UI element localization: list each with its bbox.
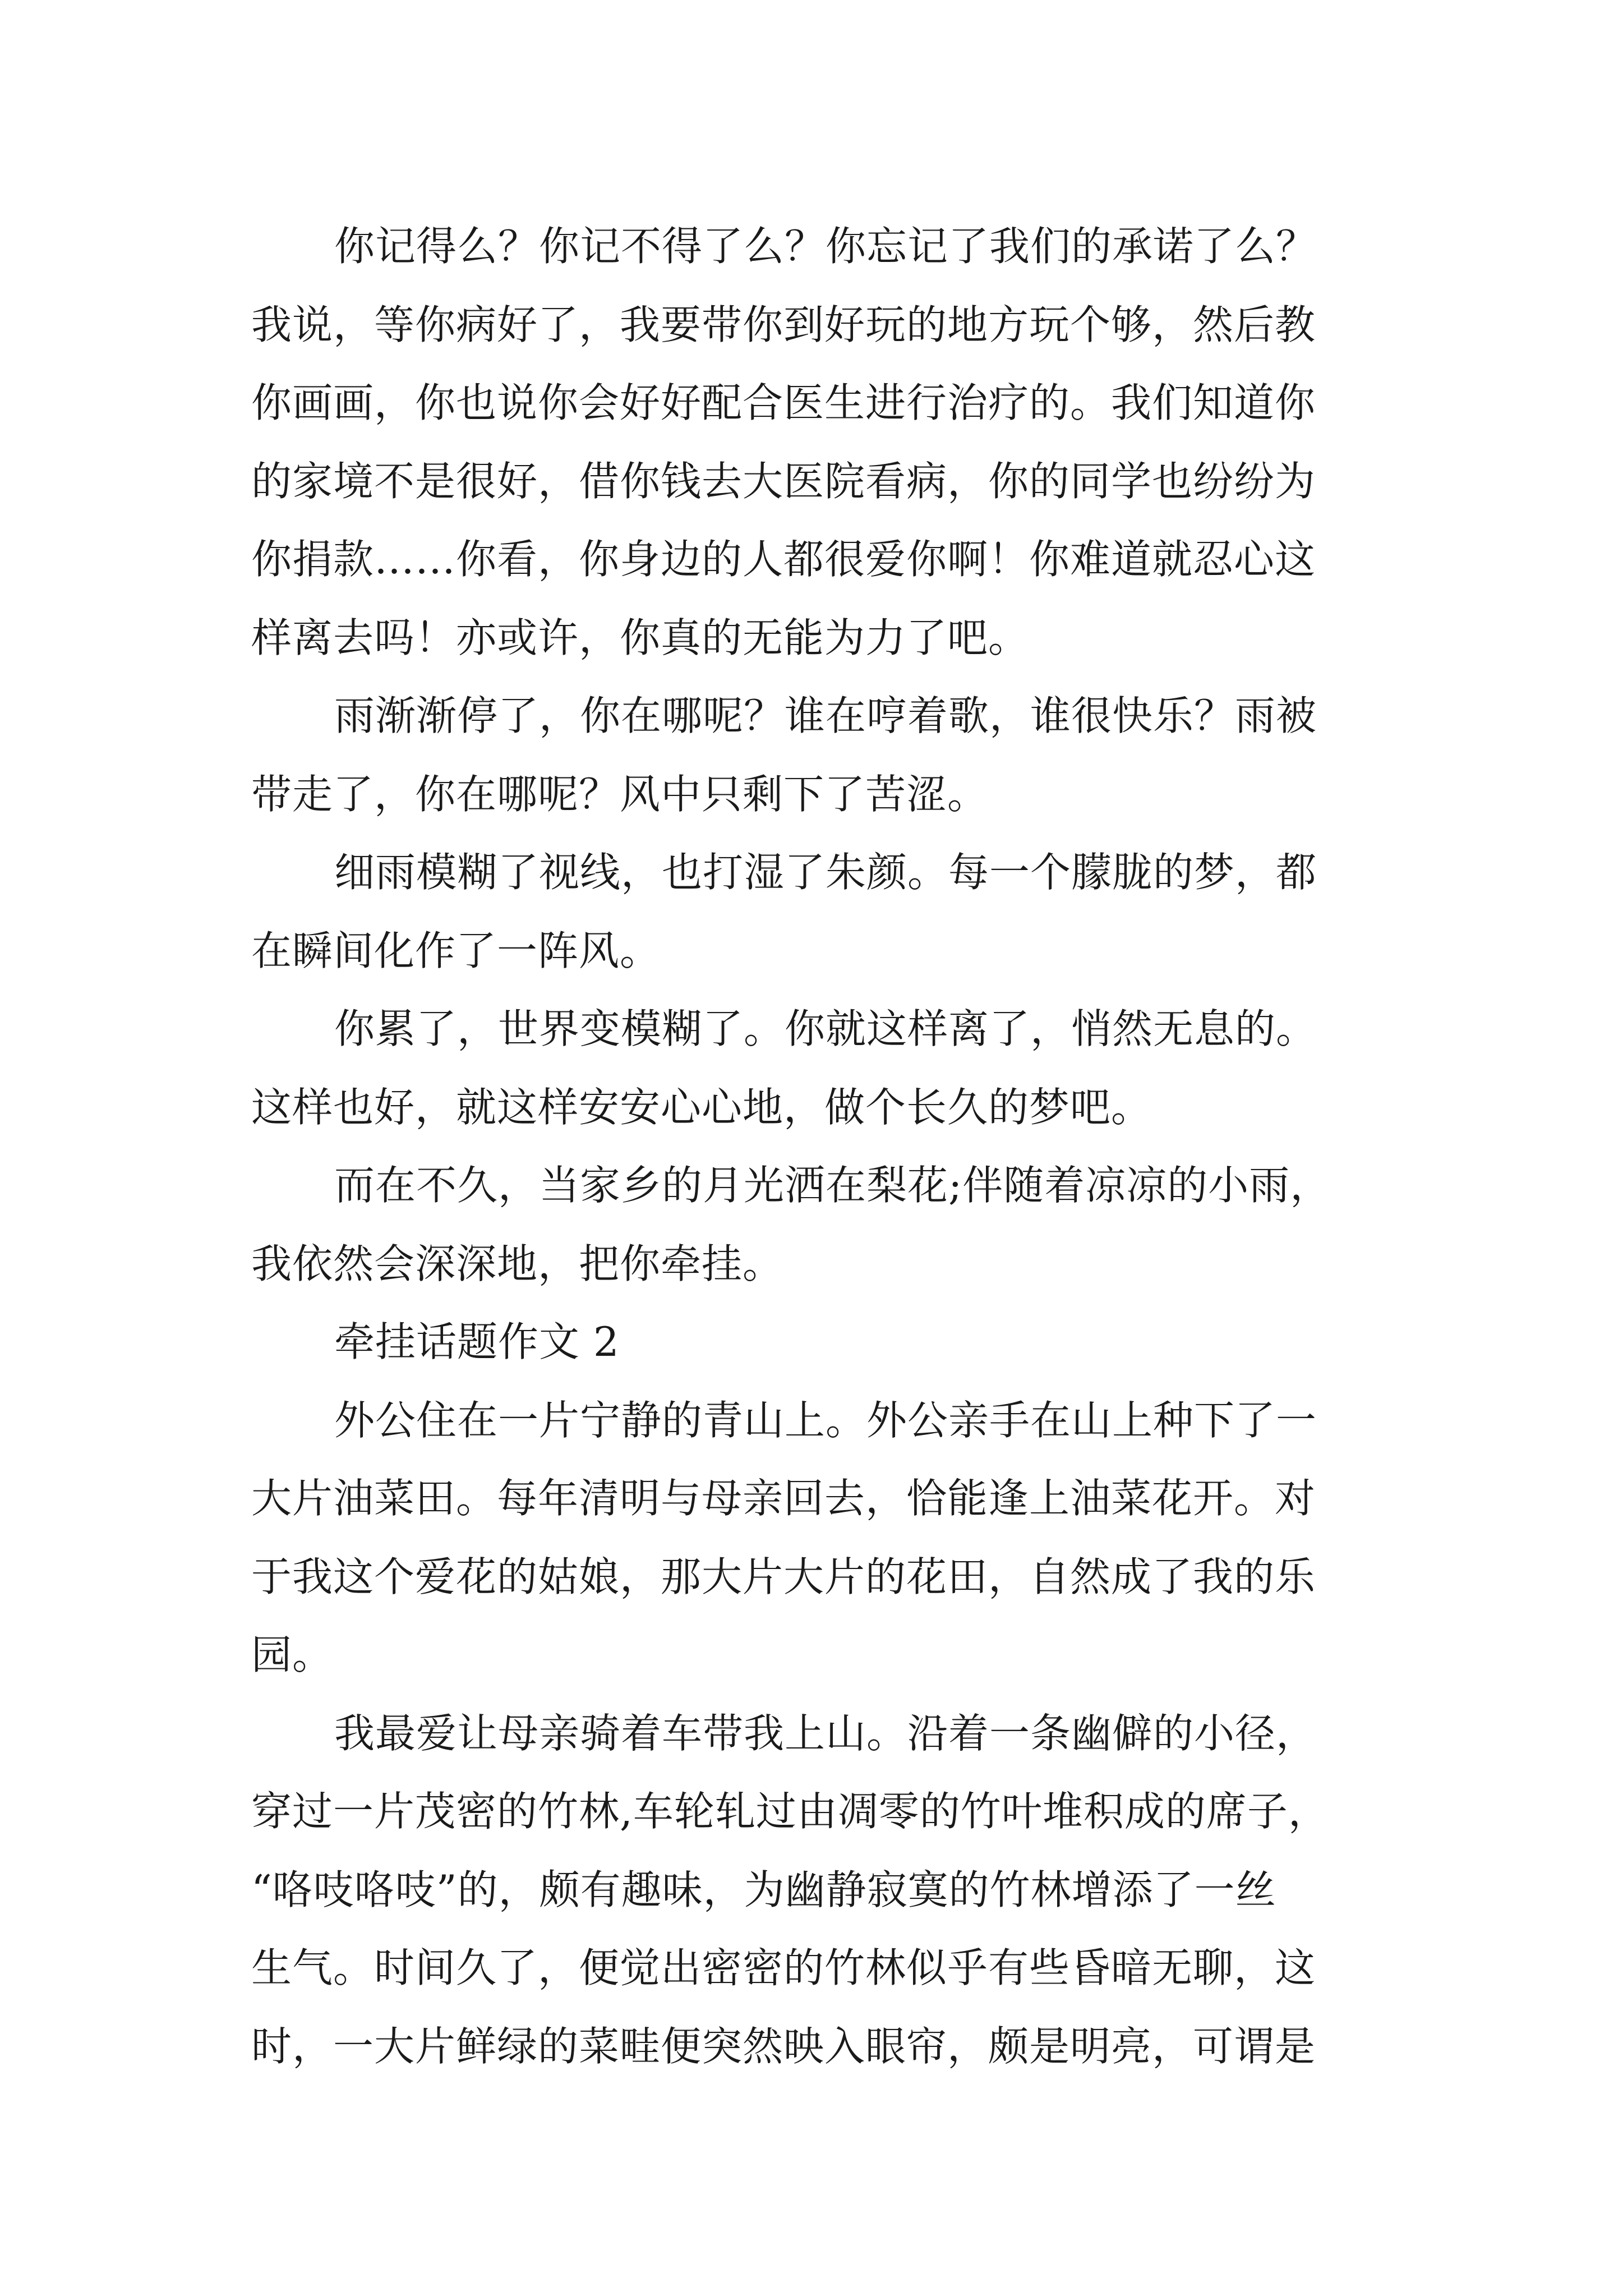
essay-body bbox=[251, 208, 1395, 2086]
paragraph-line: 带走了，你在哪呢？风中只剩下了苦涩。 bbox=[251, 770, 989, 818]
paragraph-line: 你捐款……你看，你身边的人都很爱你啊！你难道就忍心这 bbox=[251, 536, 1316, 583]
paragraph-line: 你画画，你也说你会好好配合医生进行治疗的。我们知道你 bbox=[251, 379, 1316, 426]
paragraph-line: 而在不久，当家乡的月光洒在梨花;伴随着凉凉的小雨， bbox=[334, 1162, 1331, 1209]
paragraph-line: 我依然会深深地，把你牵挂。 bbox=[251, 1240, 784, 1287]
paragraph-line: 你记得么？你记不得了么？你忘记了我们的承诺了么？ bbox=[334, 223, 1317, 270]
paragraph-line: 生气。时间久了，便觉出密密的竹林似乎有些昏暗无聊，这 bbox=[251, 1944, 1316, 1991]
paragraph-line: 你累了，世界变模糊了。你就这样离了，悄然无息的。 bbox=[334, 1005, 1317, 1052]
paragraph-line: 这样也好，就这样安安心心地，做个长久的梦吧。 bbox=[251, 1083, 1152, 1131]
section-heading: 牵挂话题作文 2 bbox=[334, 1318, 620, 1365]
paragraph-line: 在瞬间化作了一阵风。 bbox=[251, 927, 661, 974]
paragraph-line: 我说，等你病好了，我要带你到好玩的地方玩个够，然后教 bbox=[251, 301, 1316, 348]
paragraph-line: 于我这个爱花的姑娘，那大片大片的花田，自然成了我的乐 bbox=[251, 1553, 1316, 1600]
paragraph-line: 时，一大片鲜绿的菜畦便突然映入眼帘，颇是明亮，可谓是 bbox=[251, 2022, 1316, 2070]
paragraph-line: 细雨模糊了视线，也打湿了朱颜。每一个朦胧的梦，都 bbox=[334, 849, 1317, 896]
paragraph-line: 外公住在一片宁静的青山上。外公亲手在山上种下了一 bbox=[334, 1396, 1317, 1444]
paragraph-line: 园。 bbox=[251, 1631, 334, 1678]
paragraph-line: “咯吱咯吱”的，颇有趣味，为幽静寂寞的竹林增添了一丝 bbox=[251, 1866, 1276, 1913]
paragraph-line: 雨渐渐停了，你在哪呢？谁在哼着歌，谁很快乐？雨被 bbox=[334, 692, 1317, 739]
paragraph-line: 我最爱让母亲骑着车带我上山。沿着一条幽僻的小径， bbox=[334, 1709, 1317, 1757]
paragraph-line: 穿过一片茂密的竹林,车轮轧过由凋零的竹叶堆积成的席子， bbox=[251, 1788, 1329, 1835]
paragraph-line: 大片油菜田。每年清明与母亲回去，恰能逢上油菜花开。对 bbox=[251, 1475, 1316, 1522]
paragraph-line: 样离去吗！亦或许，你真的无能为力了吧。 bbox=[251, 614, 1030, 661]
paragraph-line: 的家境不是很好，借你钱去大医院看病，你的同学也纷纷为 bbox=[251, 457, 1316, 505]
